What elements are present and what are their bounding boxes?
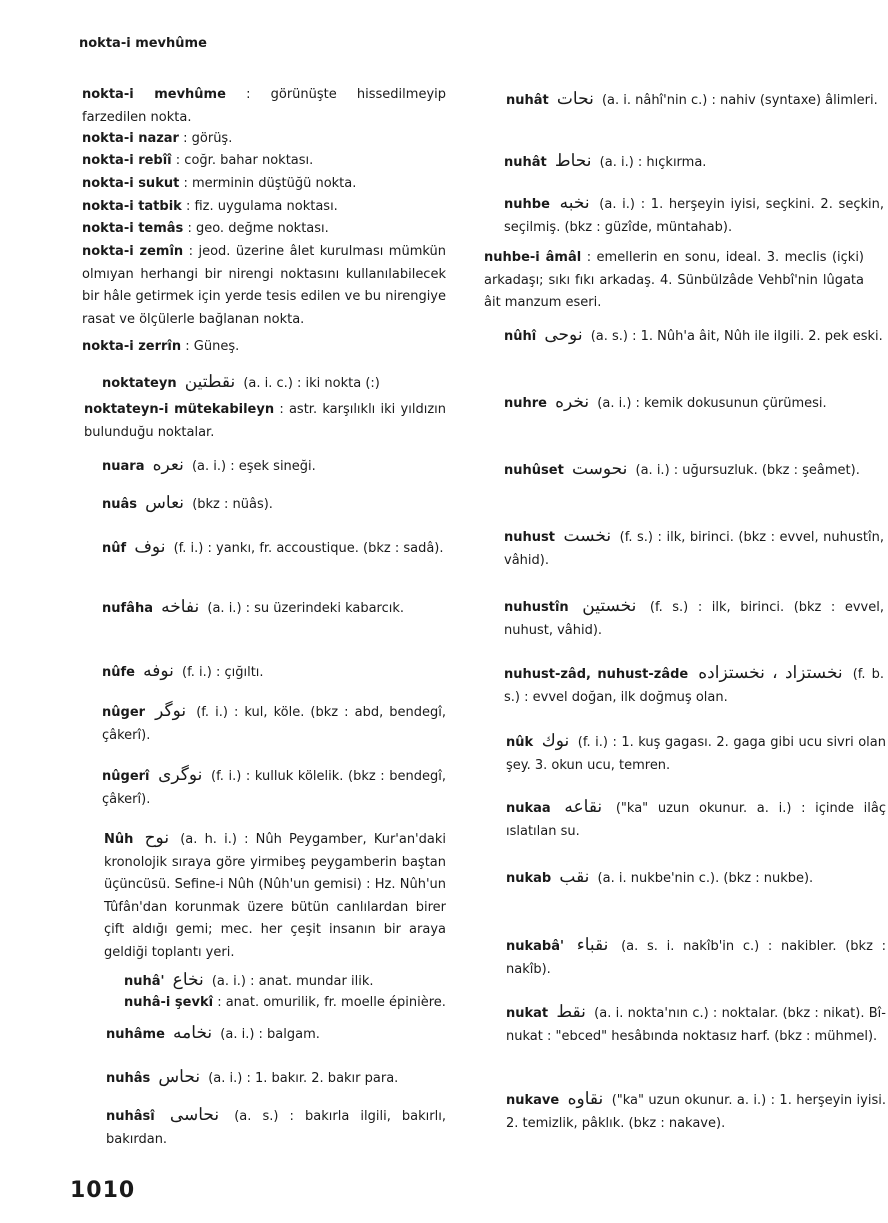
entry [64, 84, 446, 129]
arabic-script: نحاس [158, 1067, 201, 1087]
definition: (a. i.) : balgam. [220, 1027, 320, 1042]
arabic-script: نفاخه [161, 597, 200, 617]
entry [466, 525, 884, 572]
arabic-script: نخستين [582, 596, 637, 616]
arabic-script: نقاعه [564, 797, 603, 817]
headword: nuhât [504, 155, 547, 170]
headword: noktateyn-i mütekabileyn [84, 402, 275, 417]
arabic-script: نخست [563, 526, 612, 546]
headword: nukave [506, 1093, 560, 1108]
entry [64, 700, 446, 747]
entry [64, 1104, 446, 1151]
headword: nuhâ-i şevkî [124, 995, 214, 1010]
definition: (f. s.) : ilk, birinci. (bkz : evvel, nuhustîn, vâhid). [504, 530, 884, 568]
entry [64, 596, 446, 621]
headword: nûf [102, 541, 127, 556]
arabic-script: نقب [559, 867, 590, 887]
headword: nokta-i zerrîn [82, 339, 182, 354]
arabic-script: نوفه [143, 661, 174, 681]
definition: (bkz : nüâs). [192, 497, 273, 512]
arabic-script: نقباء [576, 935, 609, 955]
definition: : geo. değme noktası. [187, 221, 329, 236]
headword: nuhbe-i âmâl [484, 250, 582, 265]
entry [466, 796, 886, 843]
arabic-script: نخستزاد ، نخستزاده [698, 663, 843, 683]
headword: nuhbe [504, 197, 550, 212]
definition: (f. i.) : çığıltı. [182, 665, 264, 680]
definition: (f. i.) : 1. kuş gagası. 2. gaga gibi ucu sivri olan şey. 3. okun ucu, temren. [506, 735, 887, 773]
headword: nokta-i zemîn [82, 244, 184, 259]
definition: : merminin düştüğü nokta. [183, 176, 357, 191]
entry [64, 660, 446, 685]
entry [64, 399, 446, 444]
entry [466, 88, 886, 113]
entry [64, 128, 446, 151]
headword: nukat [506, 1006, 549, 1021]
headword: nuhâs [106, 1071, 151, 1086]
definition: (a. i. c.) : iki nokta (:) [243, 376, 380, 391]
entry [466, 730, 886, 777]
arabic-script: نحات [556, 89, 594, 109]
entry [466, 934, 886, 981]
entry [64, 969, 446, 994]
arabic-script: نقطتين [184, 372, 236, 392]
headword: Nûh [104, 832, 134, 847]
entry [64, 336, 446, 359]
arabic-script: نخره [555, 392, 590, 412]
definition: (f. i.) : yankı, fr. accoustique. (bkz : sadâ). [173, 541, 444, 556]
definition: (a. i. nâhî'nin c.) : nahiv (syntaxe) âlimleri. [601, 93, 878, 108]
entry [466, 595, 884, 642]
entry [466, 458, 884, 483]
definition: : fiz. uygulama noktası. [185, 199, 338, 214]
definition: (a. i.) : eşek sineği. [191, 459, 316, 474]
entry [466, 247, 864, 315]
headword: nokta-i rebîî [82, 153, 172, 168]
arabic-script: نحاط [554, 151, 592, 171]
arabic-script: نوح [144, 828, 170, 848]
entry [64, 218, 446, 241]
headword: nuhre [504, 396, 547, 411]
definition: (a. s. i. nakîb'in c.) : nakibler. (bkz : nakîb). [506, 939, 887, 977]
arabic-script: نوك [541, 731, 570, 751]
headword: nukaa [506, 801, 551, 816]
definition: (a. s.) : bakırla ilgili, bakırlı, bakırdan. [106, 1109, 446, 1147]
headword: nokta-i mevhûme [82, 87, 226, 102]
arabic-script: نخاع [172, 970, 204, 990]
definition: ("ka" uzun okunur. a. i.) : içinde ilâç ıslatılan su. [506, 801, 887, 839]
definition: (f. s.) : ilk, birinci. (bkz : evvel, nuhust, vâhid). [504, 600, 884, 638]
definition: (a. i. nokta'nın c.) : noktalar. (bkz : nikat). Bî-nukat : "ebced" hesâbında noktasız harf. (bkz : mühmel). [506, 1006, 886, 1044]
headword: nokta-i sukut [82, 176, 180, 191]
arabic-script: نعاس [145, 493, 185, 513]
headword: nûhî [504, 329, 537, 344]
headword: nokta-i temâs [82, 221, 184, 236]
definition: (a. h. i.) : Nûh Peygamber, Kur'an'daki kronolojik sıraya göre yirmibeş peygamberin baştan üçüncüsü. Sefine-i Nûh (Nûh'un gemisi) : Hz. Nûh'un Tûfân'dan korunmak üzere bütün canlılardan birer çift aldığı gemi; mec. her çeşit insanın bir araya geldiği toplantı yeri. [104, 832, 446, 960]
definition: (f. b. s.) : evvel doğan, ilk doğmuş olan. [504, 667, 884, 705]
definition: : emellerin en sonu, ideal. 3. meclis (içki) arkadaşı; sıkı fıkı arkadaş. 4. Sünbülzâde Vehbî'nin lûgata âit manzum eseri. [484, 250, 864, 310]
entry [64, 173, 446, 196]
definition: : Güneş. [185, 339, 240, 354]
headword: nuâs [102, 497, 138, 512]
headword: nûk [506, 735, 534, 750]
definition: (a. i.) : 1. bakır. 2. bakır para. [208, 1071, 399, 1086]
headword: nuhustîn [504, 600, 569, 615]
definition: (a. s.) : 1. Nûh'a âit, Nûh ile ilgili. 2. pek eski. [590, 329, 883, 344]
arabic-script: نوف [134, 537, 166, 557]
arabic-script: نقاوه [567, 1089, 604, 1109]
headword: nûgerî [102, 769, 150, 784]
headword: nufâha [102, 601, 153, 616]
entry [466, 150, 884, 175]
arabic-script: نقط [556, 1002, 586, 1022]
entry [64, 454, 446, 479]
running-header: nokta-i mevhûme [79, 36, 207, 51]
arabic-script: نخبه [559, 193, 590, 213]
definition: (a. i.) : kemik dokusunun çürümesi. [597, 396, 827, 411]
definition: : astr. karşılıklı iki yıldızın bulunduğu noktalar. [84, 402, 446, 440]
definition: (a. i. nukbe'nin c.). (bkz : nukbe). [597, 871, 814, 886]
headword: noktateyn [102, 376, 177, 391]
arabic-script: نوگر [155, 701, 187, 721]
headword: nuhâme [106, 1027, 165, 1042]
entry [64, 371, 446, 396]
arabic-script: نعره [152, 455, 184, 475]
headword: nuhâsî [106, 1109, 155, 1124]
entry [466, 1088, 886, 1135]
entry [466, 192, 884, 239]
entry [466, 391, 884, 416]
definition: (a. i.) : hıçkırma. [599, 155, 707, 170]
arabic-script: نخامه [173, 1023, 213, 1043]
entry [466, 866, 886, 891]
arabic-script: نحوست [571, 459, 628, 479]
definition: (a. i.) : su üzerindeki kabarcık. [207, 601, 405, 616]
definition: (a. i.) : uğursuzluk. (bkz : şeâmet). [635, 463, 860, 478]
entry [64, 827, 446, 964]
definition: : jeod. üzerine âlet kurulması mümkün olmıyan herhangi bir nirengi noktasını kullanılabilecek bir hâle getirmek için yerde tesis edilen ve bu nirengiye rasat ve ölçülerle bağlanan nokta. [82, 244, 446, 327]
headword: nuhust-zâd, nuhust-zâde [504, 667, 689, 682]
entry [64, 764, 446, 811]
definition: (a. i.) : anat. mundar ilik. [211, 974, 374, 989]
definition: ("ka" uzun okunur. a. i.) : 1. herşeyin iyisi. 2. temizlik, pâklık. (bkz : nakave). [506, 1093, 886, 1131]
definition: : görünüşte hissedilmeyip farzedilen nokta. [82, 87, 447, 125]
arabic-script: نحاسى [169, 1105, 220, 1125]
definition: (a. i.) : 1. herşeyin iyisi, seçkini. 2. seçkin, seçilmiş. (bkz : güzîde, müntahab). [504, 197, 884, 235]
entry [466, 662, 884, 709]
headword: nuhât [506, 93, 549, 108]
entry [64, 992, 446, 1015]
definition: (f. i.) : kul, köle. (bkz : abd, bendegî, çâkerî). [102, 705, 447, 743]
entry [64, 1066, 446, 1091]
headword: nuhust [504, 530, 555, 545]
entry [64, 150, 446, 173]
arabic-script: نوگرى [158, 765, 203, 785]
headword: nukabâ' [506, 939, 564, 954]
definition: : anat. omurilik, fr. moelle épinière. [217, 995, 446, 1010]
headword: nûfe [102, 665, 135, 680]
arabic-script: نوحى [544, 325, 583, 345]
headword: nuhâ' [124, 974, 165, 989]
entry [64, 492, 446, 517]
page-number: 1010 [70, 1178, 136, 1203]
definition: : coğr. bahar noktası. [175, 153, 314, 168]
headword: nuhûset [504, 463, 564, 478]
headword: nuara [102, 459, 145, 474]
entry [64, 241, 446, 331]
headword: nûger [102, 705, 146, 720]
definition: (f. i.) : kulluk kölelik. (bkz : bendegî, çâkerî). [102, 769, 447, 807]
headword: nokta-i tatbik [82, 199, 182, 214]
headword: nokta-i nazar [82, 131, 179, 146]
headword: nukab [506, 871, 552, 886]
entry [64, 1022, 446, 1047]
entry [64, 196, 446, 219]
entry [466, 324, 884, 349]
entry [466, 1001, 886, 1048]
entry [64, 536, 446, 561]
definition: : görüş. [183, 131, 233, 146]
